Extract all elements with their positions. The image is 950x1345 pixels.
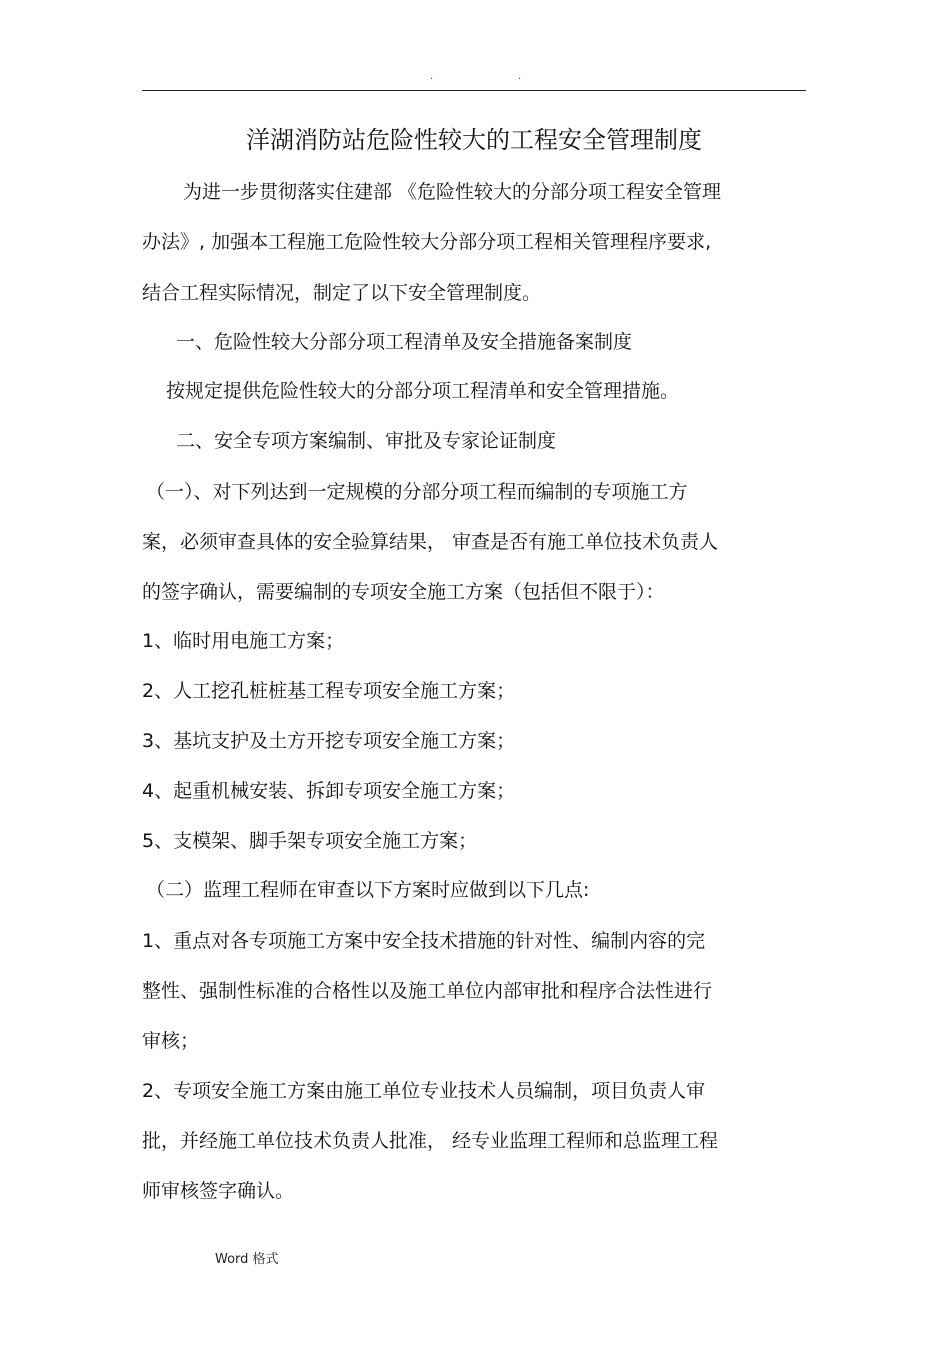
header-mark: . bbox=[430, 71, 434, 82]
header-rule bbox=[142, 90, 806, 91]
paragraph-line: 整性、强制性标准的合格性以及施工单位内部审批和程序合法性进行 bbox=[142, 980, 713, 1002]
paragraph-line: （二）监理工程师在审查以下方案时应做到以下几点: bbox=[146, 879, 590, 901]
paragraph-line: （一）、对下列达到一定规模的分部分项工程而编制的专项施工方 bbox=[146, 481, 688, 503]
page-header-marks bbox=[0, 70, 950, 84]
paragraph-line: 为进一步贯彻落实住建部 《危险性较大的分部分项工程安全管理 bbox=[183, 181, 722, 203]
paragraph-line: 结合工程实际情况，制定了以下安全管理制度。 bbox=[142, 282, 542, 304]
list-item: 4、起重机械安装、拆卸专项安全施工方案； bbox=[142, 780, 516, 802]
header-mark: . bbox=[518, 71, 522, 82]
list-item: 2、人工挖孔桩桩基工程专项安全施工方案； bbox=[142, 680, 516, 702]
paragraph-line: 审核； bbox=[142, 1030, 200, 1052]
page-footer: Word 格式 bbox=[215, 1252, 279, 1267]
paragraph-line: 按规定提供危险性较大的分部分项工程清单和安全管理措施。 bbox=[166, 380, 680, 402]
section-heading: 二、安全专项方案编制、审批及专家论证制度 bbox=[176, 430, 557, 452]
paragraph-line: 办法》, 加强本工程施工危险性较大分部分项工程相关管理程序要求, bbox=[142, 231, 712, 253]
paragraph-line: 的签字确认，需要编制的专项安全施工方案（包括但不限于）： bbox=[142, 581, 665, 603]
section-heading: 一、危险性较大分部分项工程清单及安全措施备案制度 bbox=[176, 331, 633, 353]
list-item: 1、临时用电施工方案； bbox=[142, 630, 345, 652]
list-item: 2、专项安全施工方案由施工单位专业技术人员编制，项目负责人审 bbox=[142, 1080, 706, 1102]
list-item: 3、基坑支护及土方开挖专项安全施工方案； bbox=[142, 730, 516, 752]
list-item: 5、支模架、脚手架专项安全施工方案； bbox=[142, 830, 478, 852]
document-title: 洋湖消防站危险性较大的工程安全管理制度 bbox=[246, 126, 702, 154]
list-item: 1、重点对各专项施工方案中安全技术措施的针对性、编制内容的完 bbox=[142, 930, 706, 952]
paragraph-line: 案，必须审查具体的安全验算结果， 审查是否有施工单位技术负责人 bbox=[142, 531, 719, 553]
paragraph-line: 师审核签字确认。 bbox=[142, 1180, 295, 1202]
paragraph-line: 批，并经施工单位技术负责人批准， 经专业监理工程师和总监理工程 bbox=[142, 1130, 719, 1152]
